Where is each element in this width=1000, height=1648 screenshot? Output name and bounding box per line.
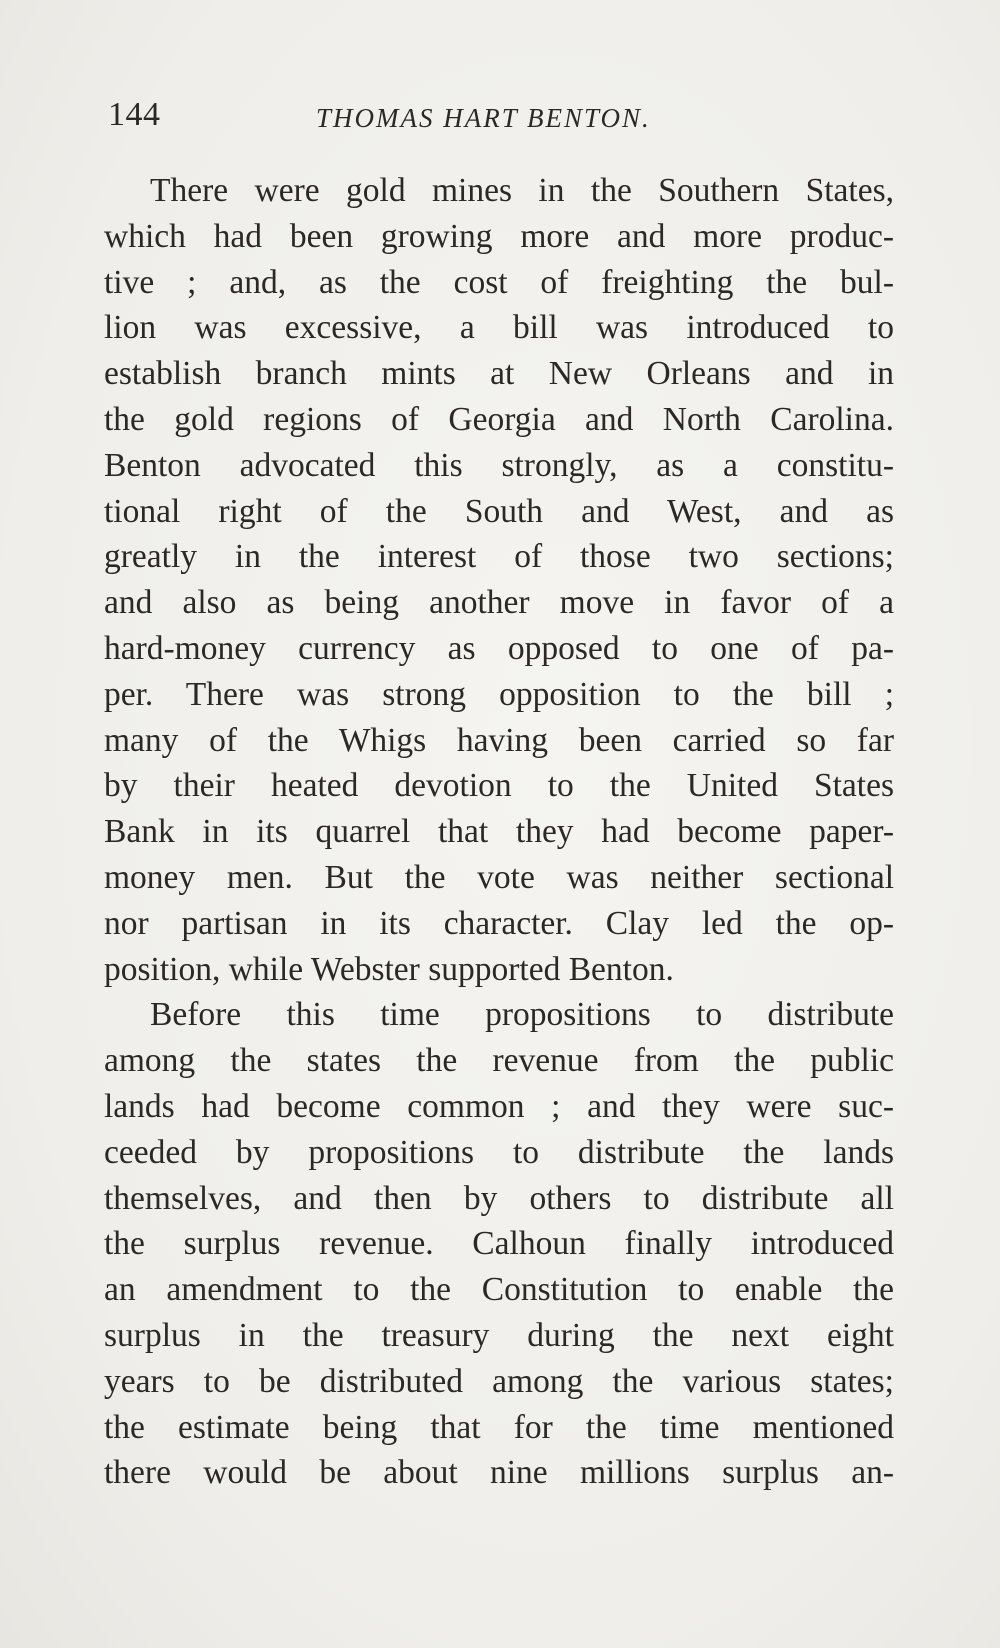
text-line: position, while Webster supported Benton. xyxy=(104,950,674,988)
running-title: THOMAS HART BENTON. xyxy=(316,103,651,133)
text-line: tive ; and, as the cost of freighting the bul- xyxy=(104,263,894,301)
text-line: greatly in the interest of those two sections; xyxy=(104,538,894,576)
paragraph xyxy=(104,168,894,992)
text-line: many of the Whigs having been carried so far xyxy=(104,721,894,759)
page-number: 144 xyxy=(108,96,161,133)
running-head xyxy=(108,96,868,146)
text-line: themselves, and then by others to distribute all xyxy=(104,1179,894,1217)
text-line: lion was excessive, a bill was introduced to xyxy=(104,309,894,347)
text-line: lands had become common ; and they were suc- xyxy=(104,1087,894,1125)
text-line: per. There was strong opposition to the bill ; xyxy=(104,675,894,713)
text-line: the surplus revenue. Calhoun finally introduced xyxy=(104,1225,894,1263)
text-line: Benton advocated this strongly, as a constitu- xyxy=(104,446,894,484)
text-line: There were gold mines in the Southern States, xyxy=(150,172,894,209)
text-line: establish branch mints at New Orleans and in xyxy=(104,355,894,393)
body-text xyxy=(104,168,894,1496)
text-line: surplus in the treasury during the next eight xyxy=(104,1316,894,1354)
text-line: nor partisan in its character. Clay led the op- xyxy=(104,904,894,942)
paragraph xyxy=(104,992,894,1496)
text-line: the estimate being that for the time mentioned xyxy=(104,1408,894,1446)
text-line: tional right of the South and West, and as xyxy=(104,492,894,530)
text-line: which had been growing more and more produc- xyxy=(104,217,894,255)
text-line: by their heated devotion to the United States xyxy=(104,767,894,805)
text-line: Bank in its quarrel that they had become paper- xyxy=(104,813,894,851)
text-line: there would be about nine millions surplus an- xyxy=(104,1454,894,1492)
text-line: money men. But the vote was neither sectional xyxy=(104,858,894,896)
text-line: the gold regions of Georgia and North Carolina. xyxy=(104,400,894,438)
text-line: an amendment to the Constitution to enable the xyxy=(104,1271,894,1309)
text-line: ceeded by propositions to distribute the lands xyxy=(104,1133,894,1171)
text-line: years to be distributed among the various states; xyxy=(104,1362,894,1400)
text-line: and also as being another move in favor of a xyxy=(104,584,894,622)
text-line: hard-money currency as opposed to one of pa- xyxy=(104,629,894,667)
text-line: among the states the revenue from the public xyxy=(104,1042,894,1080)
text-line: Before this time propositions to distribute xyxy=(150,996,894,1034)
